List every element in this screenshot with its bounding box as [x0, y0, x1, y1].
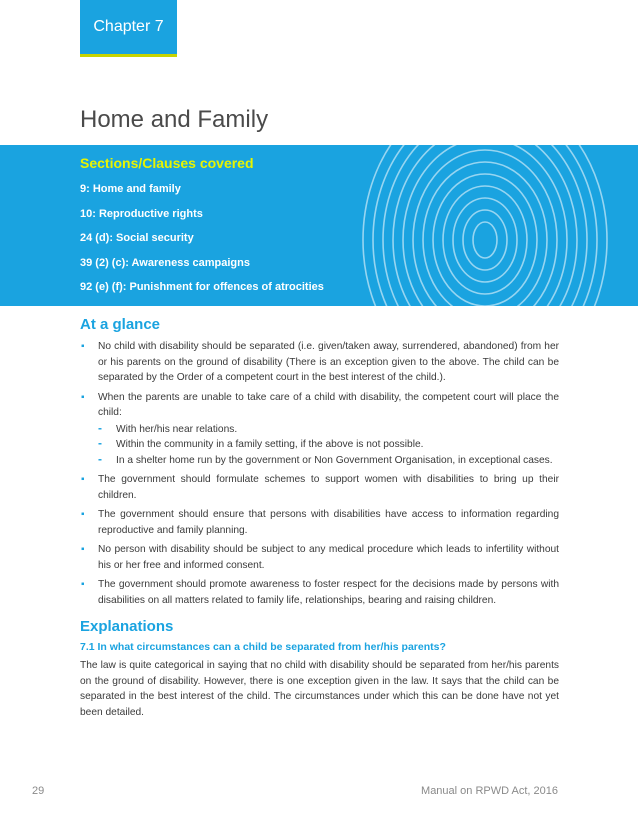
glance-item-text: No child with disability should be separated (i.e. given/taken away, surrendered, abandoned) from her or his parents on the ground of disability (There is an exception given to the above. The child can be separated by the Order of a competent court in the best interest of the child.).	[98, 341, 559, 383]
glance-item	[80, 390, 559, 469]
fingerprint-icon	[350, 145, 638, 306]
bullet-icon: ▪	[81, 341, 85, 352]
sections-list	[80, 182, 324, 305]
chapter-label: Chapter 7	[93, 18, 164, 35]
section-item: 92 (e) (f): Punishment for offences of atrocities	[80, 281, 324, 293]
explanations-section	[80, 618, 559, 720]
bullet-icon: ▪	[81, 509, 85, 520]
glance-item-text: The government should ensure that persons with disabilities have access to information regarding reproductive and family planning.	[98, 509, 559, 536]
main-content	[80, 316, 559, 720]
section-item: 24 (d): Social security	[80, 232, 194, 244]
placement-item-text: In a shelter home run by the government or Non Government Organisation, in exceptional cases.	[116, 454, 553, 466]
dash-icon: -	[98, 436, 102, 450]
question-heading: 7.1 In what circumstances can a child be separated from her/his parents?	[80, 641, 446, 653]
glance-item	[80, 472, 559, 503]
bullet-icon: ▪	[81, 579, 85, 590]
glance-item	[80, 577, 559, 608]
placement-item-text: Within the community in a family setting, if the above is not possible.	[116, 439, 424, 450]
page-number: 29	[32, 785, 45, 797]
section-item: 39 (2) (c): Awareness campaigns	[80, 256, 250, 269]
placement-item-text: With her/his near relations.	[116, 423, 238, 435]
glance-item	[80, 339, 559, 386]
answer-paragraph: The law is quite categorical in saying that no child with disability should be separated from her/his parents on the ground of disability. However, there is one exception given in the law. It says that the child can be separated in the best interest of the child. The circumstances under which this can be done have not yet been detailed.	[80, 660, 559, 718]
section-item: 9: Home and family	[80, 183, 181, 195]
bullet-icon: ▪	[81, 474, 85, 485]
sections-title: Sections/Clauses covered	[80, 155, 254, 171]
glance-item	[80, 542, 559, 573]
placement-item	[98, 422, 559, 438]
manual-title: Manual on RPWD Act, 2016	[421, 785, 558, 797]
placement-item	[98, 453, 559, 469]
glance-list	[80, 339, 559, 608]
page-title: Home and Family	[80, 106, 269, 133]
glance-item-text: When the parents are unable to take care of a child with disability, the competent court will place the child:	[98, 391, 559, 418]
section-item: 10: Reproductive rights	[80, 207, 203, 220]
dash-icon: -	[98, 451, 102, 466]
glance-item-text: The government should promote awareness to foster respect for the decisions made by persons with disabilities on all matters related to family life, relationships, bearing and raising children.	[98, 579, 559, 606]
glance-item-text: No person with disability should be subject to any medical procedure which leads to infertility without his or her free and informed consent.	[98, 544, 559, 571]
bullet-icon: ▪	[81, 544, 85, 555]
glance-item	[80, 507, 559, 538]
sections-band	[0, 145, 638, 306]
placement-list	[98, 422, 559, 469]
glance-title: At a glance	[80, 316, 161, 333]
placement-item	[98, 437, 559, 453]
bullet-icon: ▪	[81, 391, 85, 403]
glance-item-text: The government should formulate schemes to support women with disabilities to bring up their children.	[98, 474, 559, 501]
explanations-title: Explanations	[80, 618, 174, 635]
dash-icon: -	[98, 420, 102, 435]
chapter-tab	[80, 0, 177, 57]
